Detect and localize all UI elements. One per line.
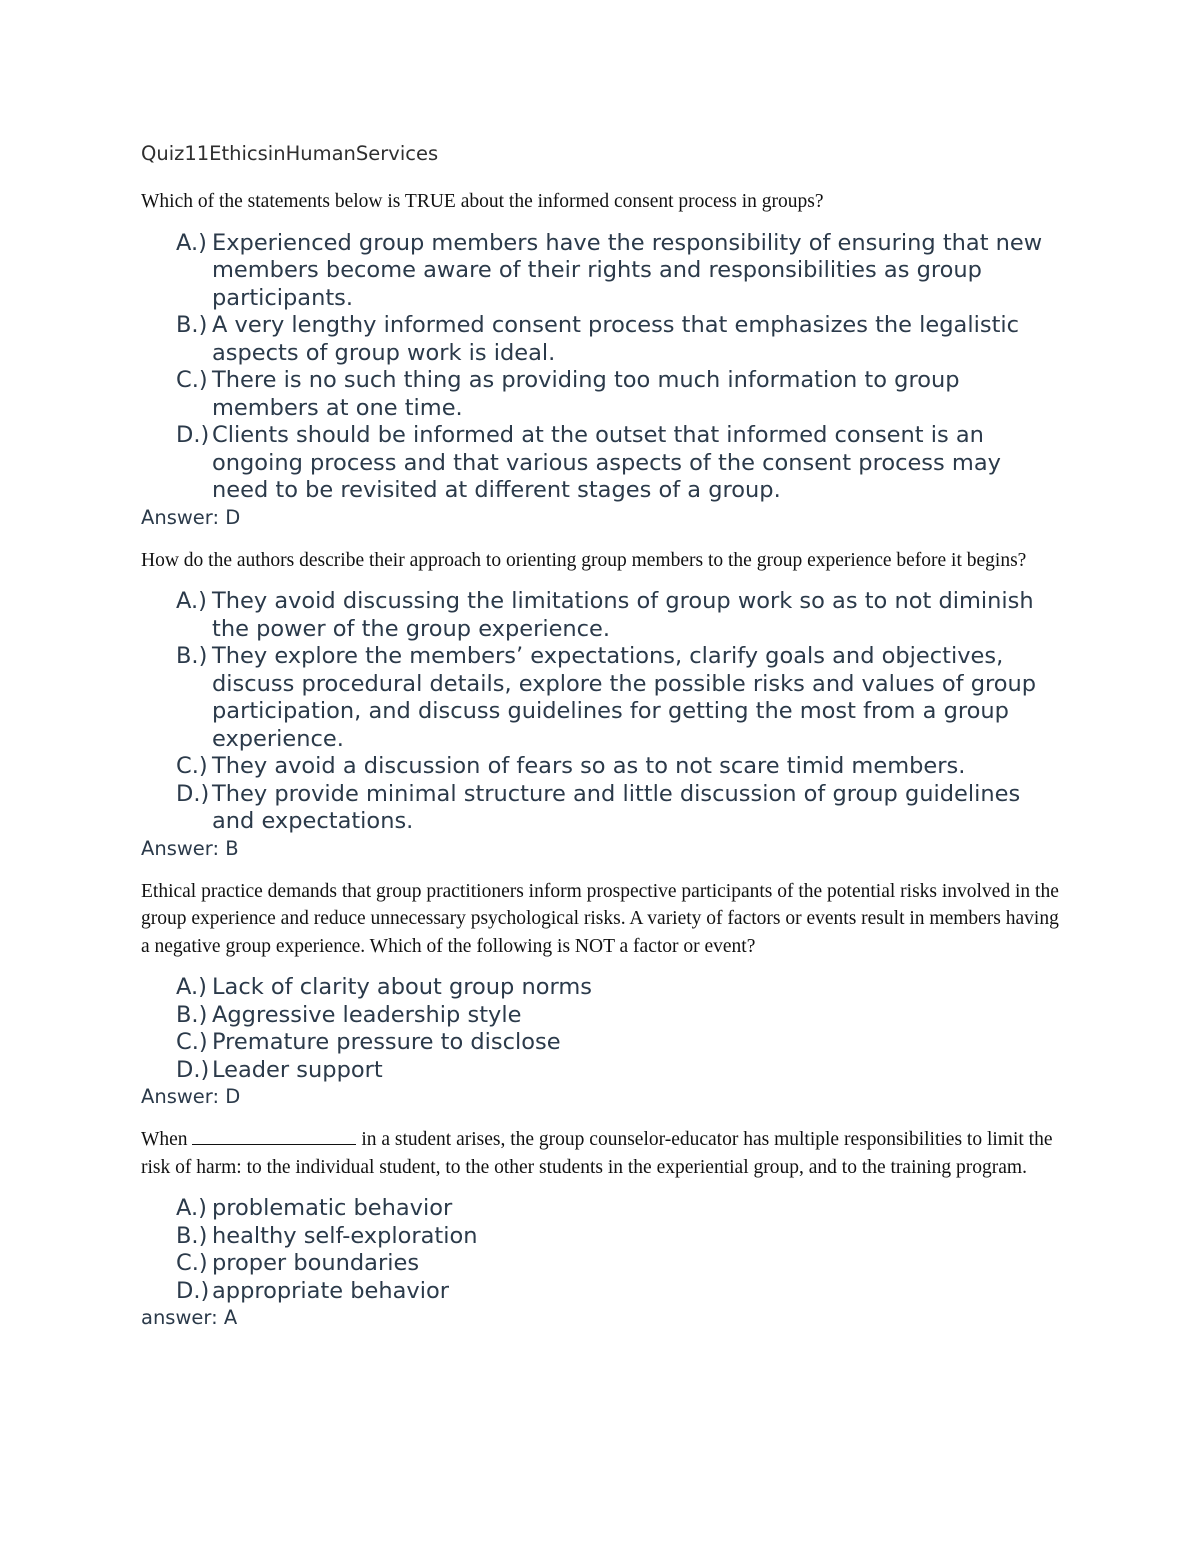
answer-text-3: Answer: D	[141, 1085, 241, 1108]
option-text: Clients should be informed at the outset that informed consent is an ongoing process and that various aspects of the consent process may need to be revisited at different stages of a group.	[212, 422, 1001, 503]
option-2a	[176, 588, 1061, 643]
option-text: Lack of clarity about group norms	[212, 974, 593, 1000]
option-3c	[176, 1029, 1061, 1057]
option-2c	[176, 753, 1061, 781]
question-block-4	[141, 1126, 1061, 1331]
question-block-2	[141, 547, 1061, 862]
option-1d	[176, 422, 1061, 505]
option-letter: C.)	[176, 753, 208, 779]
question-block-1	[141, 188, 1061, 531]
question-text-before-blank: When	[141, 1129, 193, 1150]
fill-in-blank	[192, 1143, 356, 1145]
option-text: Leader support	[212, 1056, 383, 1083]
option-text: There is no such thing as providing too much information to group members at one time.	[212, 367, 960, 421]
options-list-2	[141, 588, 1061, 836]
option-3b	[176, 1002, 1061, 1030]
option-letter: D.)	[176, 1056, 210, 1083]
option-text: Premature pressure to disclose	[212, 1029, 561, 1055]
option-4b	[176, 1223, 1061, 1251]
option-letter: A.)	[176, 1195, 207, 1221]
option-text: They explore the members’ expectations, clarify goals and objectives, discuss procedural details, explore the possible risks and values of group participation, and discuss guidelines for getting the most from a group experience.	[212, 643, 1037, 752]
option-4a	[176, 1195, 1061, 1223]
option-text: Experienced group members have the responsibility of ensuring that new members become aware of their rights and responsibilities as group participants.	[212, 229, 1043, 311]
option-letter: B.)	[176, 1222, 208, 1249]
option-letter: D.)	[176, 780, 210, 807]
option-letter: B.)	[176, 1001, 208, 1028]
option-letter: A.)	[176, 974, 207, 1000]
document-page	[141, 140, 1061, 1347]
options-list-1	[141, 230, 1061, 505]
option-letter: A.)	[176, 588, 207, 614]
option-text: proper boundaries	[212, 1250, 420, 1276]
option-letter: B.)	[176, 312, 208, 338]
option-letter: D.)	[176, 422, 210, 448]
document-title: Quiz11EthicsinHumanServices	[141, 142, 439, 165]
question-text-2: How do the authors describe their approach to orienting group members to the group experience before it begins?	[141, 549, 1027, 571]
option-1a	[176, 230, 1061, 313]
option-4c	[176, 1250, 1061, 1278]
option-letter: B.)	[176, 643, 208, 669]
option-letter: C.)	[176, 1250, 208, 1276]
question-text-3: Ethical practice demands that group practitioners inform prospective participants of the potential risks involved in the group experience and reduce unnecessary psychological risks. A variety of factors or events result in members having a negative group experience. Which of the following is NOT a factor or event?	[141, 880, 1059, 957]
option-1b	[176, 312, 1061, 367]
question-text-1: Which of the statements below is TRUE about the informed consent process in groups?	[141, 191, 824, 212]
option-2d	[176, 781, 1061, 836]
options-list-3	[141, 974, 1061, 1084]
question-text-after-blank: in a student arises, the group counselor-educator has multiple responsibilities to limit the risk of harm: to the individual student, to the other students in the experiential group, and to the training program.	[141, 1129, 1053, 1178]
option-3a	[176, 974, 1061, 1002]
option-text: A very lengthy informed consent process that emphasizes the legalistic aspects of group work is ideal.	[212, 312, 1020, 366]
option-letter: C.)	[176, 1029, 208, 1055]
question-block-3	[141, 878, 1061, 1111]
option-3d	[176, 1057, 1061, 1085]
option-2b	[176, 643, 1061, 753]
option-letter: A.)	[176, 229, 207, 256]
answer-text-2: Answer: B	[141, 836, 239, 860]
option-text: They avoid discussing the limitations of group work so as to not diminish the power of the group experience.	[212, 588, 1034, 642]
option-text: appropriate behavior	[212, 1277, 450, 1304]
option-text: Aggressive leadership style	[212, 1001, 522, 1028]
answer-text-4: answer: A	[141, 1306, 238, 1329]
question-text-4	[141, 1126, 1061, 1181]
option-text: They avoid a discussion of fears so as to not scare timid members.	[212, 753, 966, 779]
option-4d	[176, 1278, 1061, 1306]
option-text: problematic behavior	[212, 1195, 453, 1221]
option-1c	[176, 367, 1061, 422]
options-list-4	[141, 1195, 1061, 1305]
option-letter: C.)	[176, 367, 208, 393]
option-text: healthy self-exploration	[212, 1222, 478, 1249]
option-text: They provide minimal structure and little discussion of group guidelines and expectations.	[212, 780, 1021, 834]
answer-text-1: Answer: D	[141, 505, 241, 529]
option-letter: D.)	[176, 1277, 210, 1304]
